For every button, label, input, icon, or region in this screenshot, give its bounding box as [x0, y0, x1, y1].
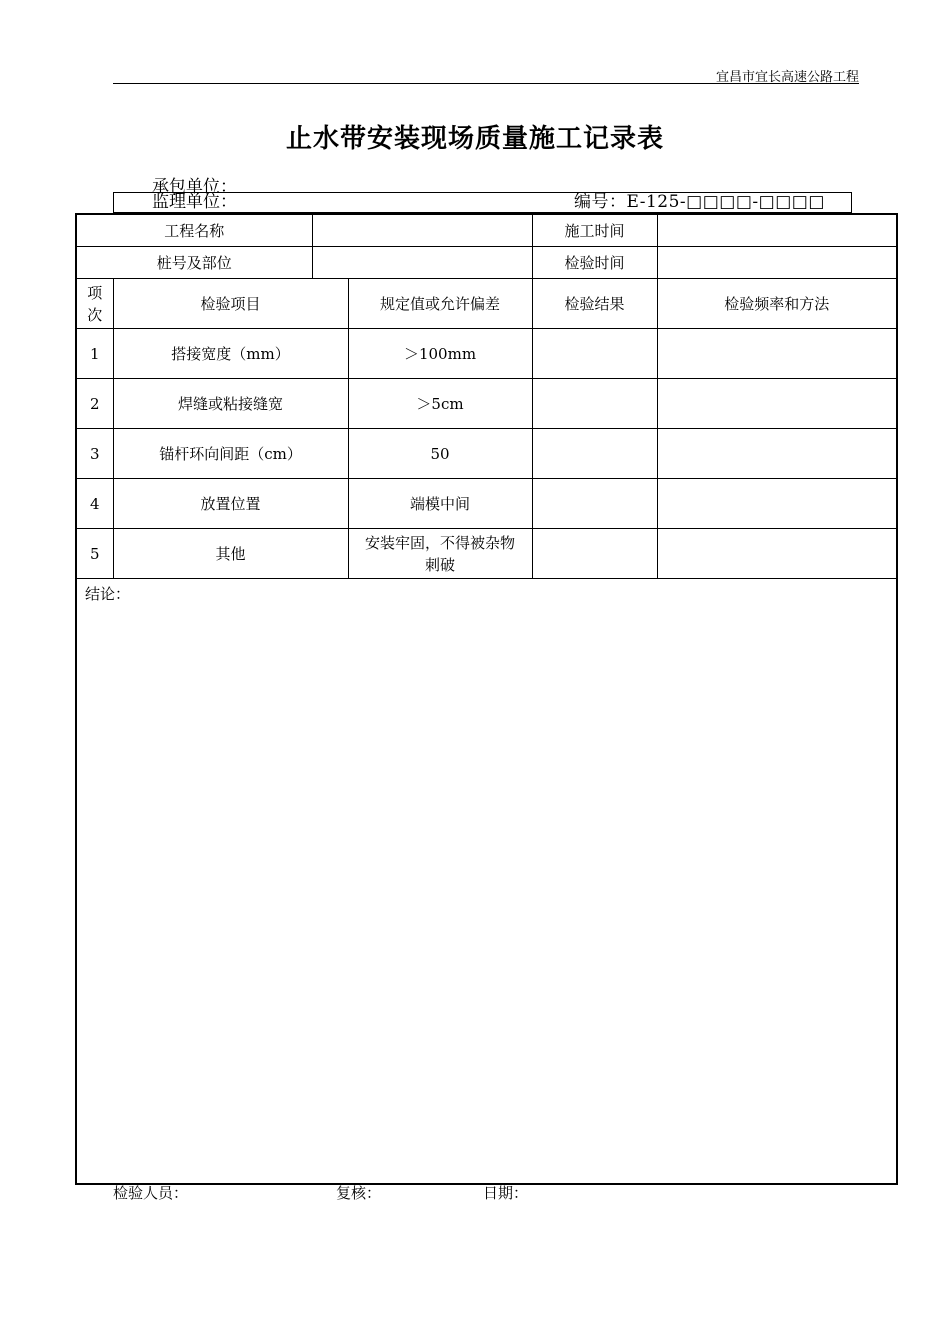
- construction-time-label: 施工时间: [532, 214, 657, 247]
- inspection-time-label: 检验时间: [532, 247, 657, 279]
- row-spec: ＞5cm: [348, 379, 532, 429]
- row-spec-line1: 安装牢固，不得被杂物: [365, 533, 516, 552]
- conclusion-label: 结论：: [85, 585, 131, 603]
- column-header-method: 检验频率和方法: [657, 279, 897, 329]
- row-result-field[interactable]: [532, 379, 657, 429]
- table-row: [76, 379, 897, 429]
- page-title: 止水带安装现场质量施工记录表: [285, 124, 664, 154]
- row-spec: 50: [348, 429, 532, 479]
- row-method-field[interactable]: [657, 529, 897, 579]
- project-name-field[interactable]: [312, 214, 532, 247]
- row-no: 1: [76, 329, 113, 379]
- row-spec-line2: 刺破: [425, 555, 456, 574]
- project-name-label: 工程名称: [76, 214, 312, 247]
- row-item: 其他: [113, 529, 348, 579]
- row-no: 3: [76, 429, 113, 479]
- row-method-field[interactable]: [657, 379, 897, 429]
- form-code: 编号：E-125-□□□□-□□□□: [574, 192, 825, 212]
- table-row: [76, 429, 897, 479]
- row-result-field[interactable]: [532, 529, 657, 579]
- row-no: 4: [76, 479, 113, 529]
- row-method-field[interactable]: [657, 429, 897, 479]
- project-name-row: [76, 214, 897, 247]
- inspection-time-field[interactable]: [657, 247, 897, 279]
- station-field[interactable]: [312, 247, 532, 279]
- row-no: 5: [76, 529, 113, 579]
- reviewer-label: 复核：: [336, 1184, 382, 1202]
- column-header-spec: 规定值或允许偏差: [348, 279, 532, 329]
- row-result-field[interactable]: [532, 429, 657, 479]
- conclusion-row: [76, 579, 897, 1185]
- row-no: 2: [76, 379, 113, 429]
- header-divider: [113, 83, 859, 84]
- row-spec: 端模中间: [348, 479, 532, 529]
- table-row: [76, 329, 897, 379]
- station-row: [76, 247, 897, 279]
- row-item: 锚杆环向间距（cm）: [113, 429, 348, 479]
- row-spec: [348, 529, 532, 579]
- row-spec: ＞100mm: [348, 329, 532, 379]
- supervisor-label: 监理单位：: [152, 192, 237, 212]
- row-item: 放置位置: [113, 479, 348, 529]
- column-header-no-line1: 项: [87, 283, 103, 302]
- column-header-no: [76, 279, 113, 329]
- date-label: 日期：: [483, 1184, 529, 1202]
- construction-time-field[interactable]: [657, 214, 897, 247]
- conclusion-field[interactable]: [76, 579, 897, 1185]
- column-header-row: [76, 279, 897, 329]
- inspector-label: 检验人员：: [113, 1184, 189, 1202]
- column-header-result: 检验结果: [532, 279, 657, 329]
- header-project-name: 宜昌市宜长高速公路工程: [715, 70, 859, 85]
- row-item: 搭接宽度（mm）: [113, 329, 348, 379]
- contractor-label: 承包单位：: [152, 177, 237, 197]
- row-method-field[interactable]: [657, 479, 897, 529]
- row-method-field[interactable]: [657, 329, 897, 379]
- row-result-field[interactable]: [532, 329, 657, 379]
- table-row: [76, 479, 897, 529]
- station-label: 桩号及部位: [76, 247, 312, 279]
- column-header-item: 检验项目: [113, 279, 348, 329]
- row-result-field[interactable]: [532, 479, 657, 529]
- column-header-no-line2: 次: [87, 305, 103, 324]
- table-row: [76, 529, 897, 579]
- inspection-record-table: [75, 213, 898, 1185]
- row-item: 焊缝或粘接缝宽: [113, 379, 348, 429]
